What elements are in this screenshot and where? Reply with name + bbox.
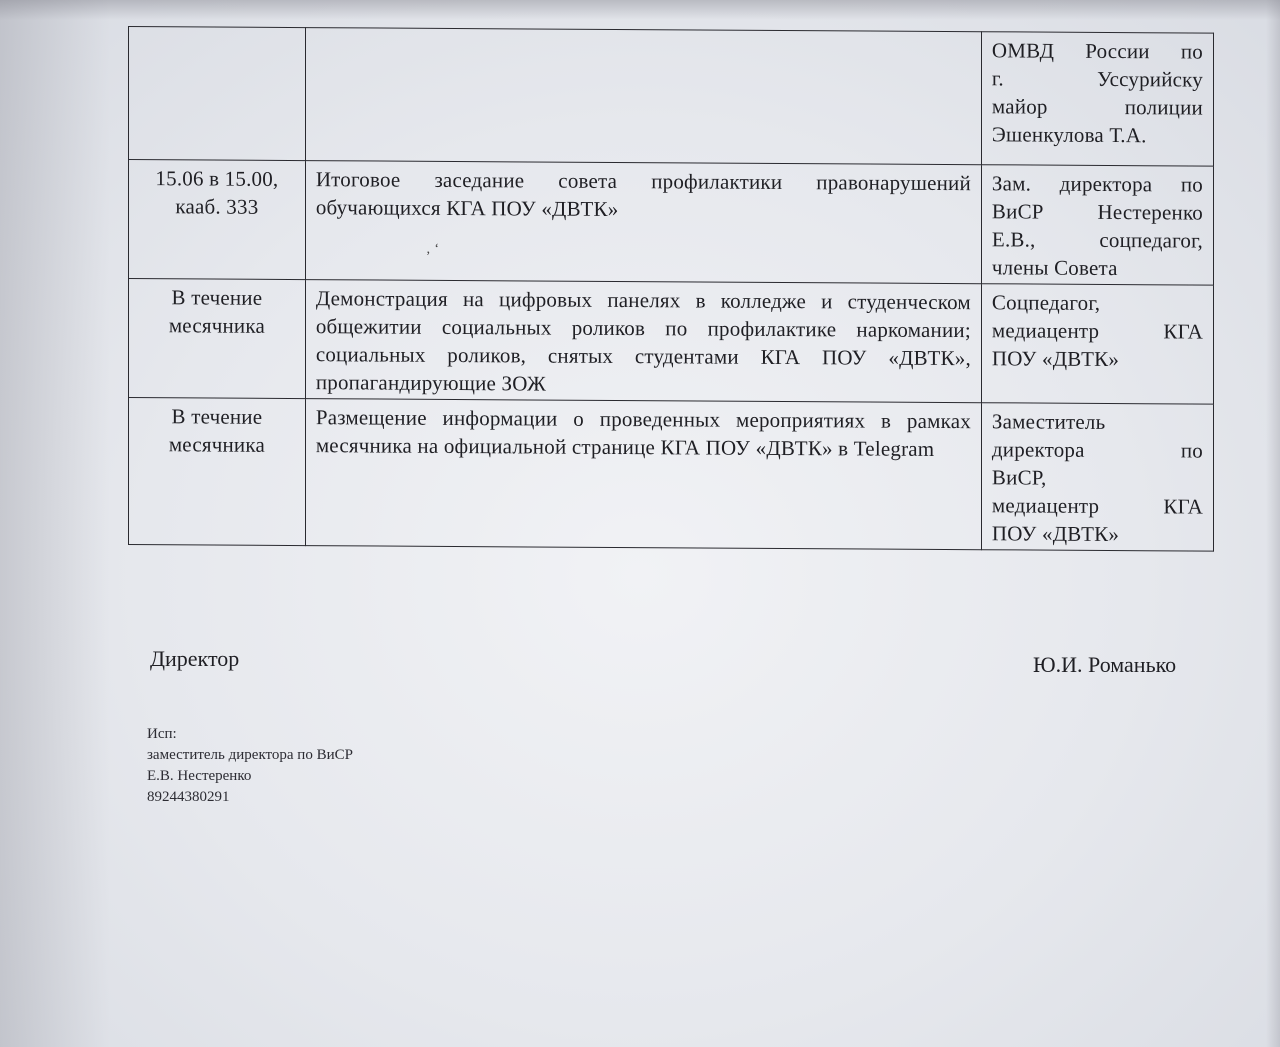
responsible-line: ПОУ «ДВТК» — [991, 346, 1120, 372]
responsible-line: ВиСР Нестеренко — [991, 199, 1203, 225]
stray-mark: ‚ ‘ — [425, 241, 440, 257]
responsible-line: Заместитель — [991, 409, 1106, 434]
responsible-line: Е.В., соцпедагог, — [991, 227, 1203, 253]
responsible-line: Эшенкулова Т.А. — [991, 122, 1147, 148]
executor-name: Е.В. Нестеренко — [147, 768, 252, 784]
responsible-line: г. Уссурийску — [991, 66, 1203, 92]
table-row — [129, 160, 1214, 286]
responsible-line: медиацентр КГА — [991, 318, 1203, 344]
event-cell: Демонстрация на цифровых панелях в колледже и студенческом общежитии социальных роликов по профилактике наркомании; социальных роликов, снятых студентами КГА ПОУ «ДВТК», пропагандирующие ЗОЖ — [305, 280, 981, 403]
responsible-cell — [981, 284, 1213, 404]
event-text: Итоговое заседание совета профилактики правонарушений обучающихся КГА ПОУ «ДВТК» — [315, 167, 971, 221]
table-row — [129, 398, 1214, 552]
event-cell — [305, 28, 981, 165]
event-cell — [305, 161, 981, 284]
page-shadow-left — [0, 0, 110, 1047]
responsible-line: медиацентр КГА — [991, 493, 1203, 519]
responsible-line: Зам. директора по — [991, 171, 1203, 197]
date-cell: В течение месячника — [129, 279, 306, 399]
table-row — [129, 279, 1214, 405]
responsible-cell — [981, 165, 1213, 285]
executor-block — [147, 724, 353, 808]
executor-position: заместитель директора по ВиСР — [147, 747, 353, 763]
responsible-cell — [981, 32, 1213, 166]
responsible-line: майор полиции — [991, 94, 1203, 120]
responsible-line: ПОУ «ДВТК» — [991, 521, 1120, 547]
table-row — [129, 27, 1214, 167]
date-cell: В течение месячника — [129, 398, 306, 546]
events-table — [128, 26, 1214, 552]
responsible-line: ВиСР, — [991, 465, 1047, 490]
responsible-line: члены Совета — [991, 255, 1118, 281]
responsible-line: Соцпедагог, — [991, 290, 1101, 315]
responsible-line: директора по — [991, 437, 1203, 463]
responsible-cell — [981, 403, 1213, 551]
event-cell: Размещение информации о проведенных мероприятиях в рамках месячника на официальной странице КГА ПОУ «ДВТК» в Telegram — [305, 399, 981, 550]
date-cell — [129, 27, 306, 161]
page-shadow-top — [0, 0, 1280, 20]
signature-title: Директор — [150, 646, 240, 671]
page-shadow-right — [1266, 0, 1280, 1047]
responsible-line: ОМВД России по — [991, 38, 1203, 64]
executor-phone: 89244380291 — [147, 789, 230, 805]
signature-name: Ю.И. Романько — [1033, 652, 1177, 677]
date-cell: 15.06 в 15.00, кааб. 333 — [129, 160, 306, 280]
executor-label: Исп: — [147, 726, 177, 742]
